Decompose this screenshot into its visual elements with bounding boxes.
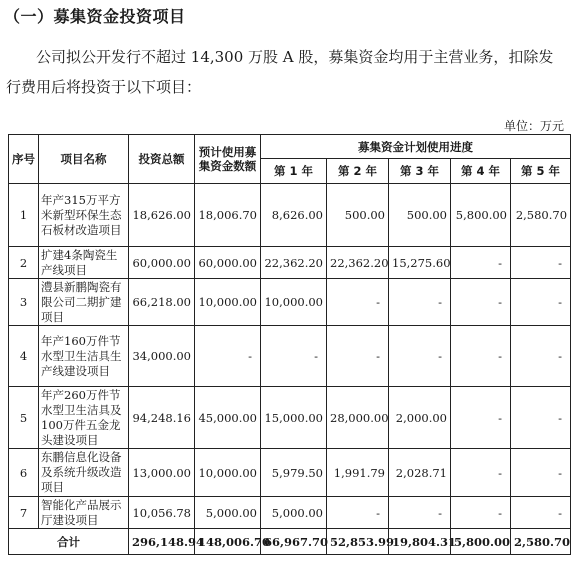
planned-amount: 45,000.00 — [195, 387, 261, 449]
table-row — [9, 247, 571, 279]
project-name: 年产160万件节水型卫生洁具生产线建设项目 — [39, 326, 129, 387]
investment-table — [8, 134, 571, 555]
year-1-value: 15,000.00 — [261, 387, 327, 449]
header-year-2: 第 2 年 — [327, 159, 389, 184]
year-3-value: - — [389, 326, 451, 387]
table-row — [9, 184, 571, 247]
year-1-value: 10,000.00 — [261, 279, 327, 326]
header-year-5: 第 5 年 — [511, 159, 571, 184]
project-name: 年产260万件节水型卫生洁具及100万件五金龙头建设项目 — [39, 387, 129, 449]
year-5-value: - — [511, 326, 571, 387]
project-name: 扩建4条陶瓷生产线项目 — [39, 247, 129, 279]
year-1-value: 8,626.00 — [261, 184, 327, 247]
year-1-value: 5,000.00 — [261, 497, 327, 529]
project-name: 澧县新鹏陶瓷有限公司二期扩建项目 — [39, 279, 129, 326]
header-row-1 — [9, 135, 571, 159]
year-4-value: - — [451, 497, 511, 529]
year-5-sum: 2,580.70 — [511, 529, 571, 555]
year-3-value: 2,028.71 — [389, 449, 451, 497]
row-index: 6 — [9, 449, 39, 497]
year-2-value: - — [327, 279, 389, 326]
year-5-value: 2,580.70 — [511, 184, 571, 247]
header-year-1: 第 1 年 — [261, 159, 327, 184]
unit-label: 单位：万元 — [503, 119, 564, 133]
header-year-4: 第 4 年 — [451, 159, 511, 184]
project-name: 东鹏信息化设备及系统升级改造项目 — [39, 449, 129, 497]
total-investment: 10,056.78 — [129, 497, 195, 529]
year-2-value: - — [327, 326, 389, 387]
planned-amount: 60,000.00 — [195, 247, 261, 279]
planned-amount-sum: 148,006.70 — [195, 529, 261, 555]
year-5-value: - — [511, 387, 571, 449]
planned-amount: 18,006.70 — [195, 184, 261, 247]
year-2-value: - — [327, 497, 389, 529]
year-3-sum: 19,804.31 — [389, 529, 451, 555]
row-index: 1 — [9, 184, 39, 247]
year-2-value: 28,000.00 — [327, 387, 389, 449]
row-index: 7 — [9, 497, 39, 529]
project-name: 年产315万平方米新型环保生态石板材改造项目 — [39, 184, 129, 247]
year-1-value: 22,362.20 — [261, 247, 327, 279]
header-planned: 预计使用募集资金数额 — [195, 135, 261, 184]
year-4-sum: 5,800.00 — [451, 529, 511, 555]
planned-amount: 10,000.00 — [195, 449, 261, 497]
table-row — [9, 326, 571, 387]
year-4-value: - — [451, 449, 511, 497]
row-index: 3 — [9, 279, 39, 326]
year-5-value: - — [511, 279, 571, 326]
planned-amount: 5,000.00 — [195, 497, 261, 529]
total-label: 合计 — [9, 529, 129, 555]
project-name: 智能化产品展示厅建设项目 — [39, 497, 129, 529]
section-title: （一）募集资金投资项目 — [4, 7, 186, 26]
year-2-sum: 52,853.99 — [327, 529, 389, 555]
year-1-value: - — [261, 326, 327, 387]
total-investment-sum: 296,148.94 — [129, 529, 195, 555]
year-3-value: 500.00 — [389, 184, 451, 247]
year-4-value: - — [451, 247, 511, 279]
planned-amount: - — [195, 326, 261, 387]
row-index: 4 — [9, 326, 39, 387]
year-5-value: - — [511, 247, 571, 279]
row-index: 2 — [9, 247, 39, 279]
year-2-value: 22,362.20 — [327, 247, 389, 279]
intro-paragraph: 公司拟公开发行不超过 14,300 万股 A 股，募集资金均用于主营业务，扣除发行费用后将投资于以下项目： — [6, 48, 554, 96]
total-investment: 60,000.00 — [129, 247, 195, 279]
year-4-value: - — [451, 387, 511, 449]
year-5-value: - — [511, 449, 571, 497]
year-1-sum: 66,967.70 — [261, 529, 327, 555]
header-name: 项目名称 — [39, 135, 129, 184]
planned-amount: 10,000.00 — [195, 279, 261, 326]
year-2-value: 1,991.79 — [327, 449, 389, 497]
total-investment: 18,626.00 — [129, 184, 195, 247]
year-5-value: - — [511, 497, 571, 529]
table-row — [9, 449, 571, 497]
header-schedule: 募集资金计划使用进度 — [261, 135, 571, 159]
year-3-value: 2,000.00 — [389, 387, 451, 449]
total-investment: 94,248.16 — [129, 387, 195, 449]
year-3-value: 15,275.60 — [389, 247, 451, 279]
row-index: 5 — [9, 387, 39, 449]
year-2-value: 500.00 — [327, 184, 389, 247]
year-3-value: - — [389, 497, 451, 529]
header-total: 投资总额 — [129, 135, 195, 184]
year-4-value: - — [451, 326, 511, 387]
table-row — [9, 387, 571, 449]
table-row — [9, 497, 571, 529]
total-row — [9, 529, 571, 555]
year-3-value: - — [389, 279, 451, 326]
year-4-value: 5,800.00 — [451, 184, 511, 247]
year-4-value: - — [451, 279, 511, 326]
year-1-value: 5,979.50 — [261, 449, 327, 497]
header-index: 序号 — [9, 135, 39, 184]
total-investment: 34,000.00 — [129, 326, 195, 387]
header-year-3: 第 3 年 — [389, 159, 451, 184]
table-row — [9, 279, 571, 326]
total-investment: 66,218.00 — [129, 279, 195, 326]
total-investment: 13,000.00 — [129, 449, 195, 497]
